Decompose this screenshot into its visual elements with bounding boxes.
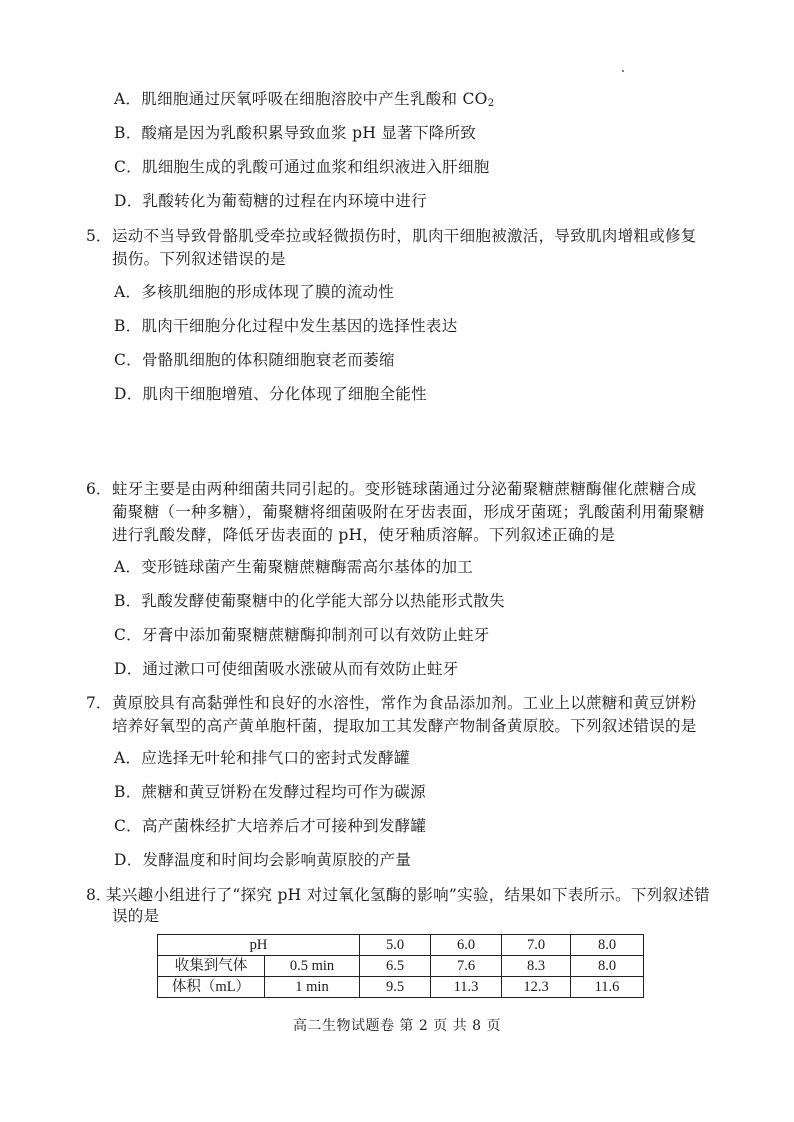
table-cell-time: 1 min bbox=[265, 977, 360, 998]
table-cell: 12.3 bbox=[502, 977, 571, 998]
table-cell: 11.3 bbox=[431, 977, 502, 998]
q7-option-d: D．发酵温度和时间均会影响黄原胶的产量 bbox=[114, 851, 412, 869]
table-cell: 8.3 bbox=[502, 956, 571, 977]
table-row bbox=[158, 956, 644, 977]
q4-option-d: D．乳酸转化为葡萄糖的过程在内环境中进行 bbox=[114, 192, 427, 210]
table-header-row bbox=[158, 935, 644, 956]
q4-option-c: C．肌细胞生成的乳酸可通过血浆和组织液进入肝细胞 bbox=[114, 158, 490, 176]
q5-stem-line2: 损伤。下列叙述错误的是 bbox=[112, 250, 286, 268]
q6-number: 6． bbox=[86, 480, 112, 498]
q7-stem-line2: 培养好氧型的高产黄单胞杆菌，提取加工其发酵产物制备黄原胶。下列叙述错误的是 bbox=[112, 717, 697, 735]
table-cell: 6.5 bbox=[360, 956, 431, 977]
q6-stem-line2: 葡聚糖（一种多糖），葡聚糖将细菌吸附在牙齿表面，形成牙菌斑；乳酸菌利用葡聚糖 bbox=[112, 503, 705, 521]
scan-dot bbox=[622, 70, 624, 72]
q7-option-c: C．高产菌株经扩大培养后才可接种到发酵罐 bbox=[114, 817, 427, 835]
q5-option-c: C．骨骼肌细胞的体积随细胞衰老而萎缩 bbox=[114, 351, 395, 369]
table-cell: 8.0 bbox=[571, 956, 644, 977]
q6-option-d: D．通过漱口可使细菌吸水涨破从而有效防止蛀牙 bbox=[114, 660, 459, 678]
q6-stem-line3: 进行乳酸发酵，降低牙齿表面的 pH，使牙釉质溶解。下列叙述正确的是 bbox=[112, 526, 616, 544]
q7-option-a: A．应选择无叶轮和排气口的密封式发酵罐 bbox=[114, 749, 410, 767]
table-cell: 9.5 bbox=[360, 977, 431, 998]
q4-option-a: A．肌细胞通过厌氧呼吸在细胞溶胶中产生乳酸和 $CO_2$ bbox=[114, 90, 495, 109]
q4-option-b: B．酸痛是因为乳酸积累导致血浆 pH 显著下降所致 bbox=[114, 124, 477, 142]
table-cell: 7.0 bbox=[502, 935, 571, 956]
table-cell-row-label-1: 收集到气体 bbox=[158, 956, 265, 977]
q8-number: 8． bbox=[86, 886, 112, 904]
q5-stem-line1: 运动不当导致骨骼肌受牵拉或轻微损伤时，肌肉干细胞被激活，导致肌肉增粗或修复 bbox=[112, 227, 697, 245]
table-cell: 7.6 bbox=[431, 956, 502, 977]
table-cell: 5.0 bbox=[360, 935, 431, 956]
table-cell-time: 0.5 min bbox=[265, 956, 360, 977]
table-cell: 11.6 bbox=[571, 977, 644, 998]
q8-stem-line2: 误的是 bbox=[112, 907, 160, 925]
table-cell: 6.0 bbox=[431, 935, 502, 956]
q7-number: 7． bbox=[86, 694, 112, 712]
q6-option-a: A．变形链球菌产生葡聚糖蔗糖酶需高尔基体的加工 bbox=[114, 558, 474, 576]
page-footer: 高二生物试题卷 第 2 页 共 8 页 bbox=[292, 1018, 501, 1034]
table-cell: 8.0 bbox=[571, 935, 644, 956]
table-cell-row-label-2: 体积（mL） bbox=[158, 977, 265, 998]
q5-option-a: A．多核肌细胞的形成体现了膜的流动性 bbox=[114, 283, 395, 301]
q5-number: 5． bbox=[86, 227, 112, 245]
q6-option-c: C．牙膏中添加葡聚糖蔗糖酶抑制剂可以有效防止蛀牙 bbox=[114, 626, 490, 644]
q5-option-d: D．肌肉干细胞增殖、分化体现了细胞全能性 bbox=[114, 385, 427, 403]
q6-stem-line1: 蛀牙主要是由两种细菌共同引起的。变形链球菌通过分泌葡聚糖蔗糖酶催化蔗糖合成 bbox=[112, 480, 697, 498]
q6-option-b: B．乳酸发酵使葡聚糖中的化学能大部分以热能形式散失 bbox=[114, 592, 505, 610]
q7-option-b: B．蔗糖和黄豆饼粉在发酵过程均可作为碳源 bbox=[114, 783, 426, 801]
q7-stem-line1: 黄原胶具有高黏弹性和良好的水溶性，常作为食品添加剂。工业上以蔗糖和黄豆饼粉 bbox=[112, 694, 697, 712]
q5-option-b: B．肌肉干细胞分化过程中发生基因的选择性表达 bbox=[114, 317, 458, 335]
ph-result-table bbox=[157, 934, 644, 998]
q8-stem-line1: 某兴趣小组进行了“探究 pH 对过氧化氢酶的影响”实验，结果如下表所示。下列叙述错 bbox=[106, 886, 710, 904]
table-row bbox=[158, 977, 644, 998]
table-cell-ph-header: pH bbox=[158, 935, 360, 956]
